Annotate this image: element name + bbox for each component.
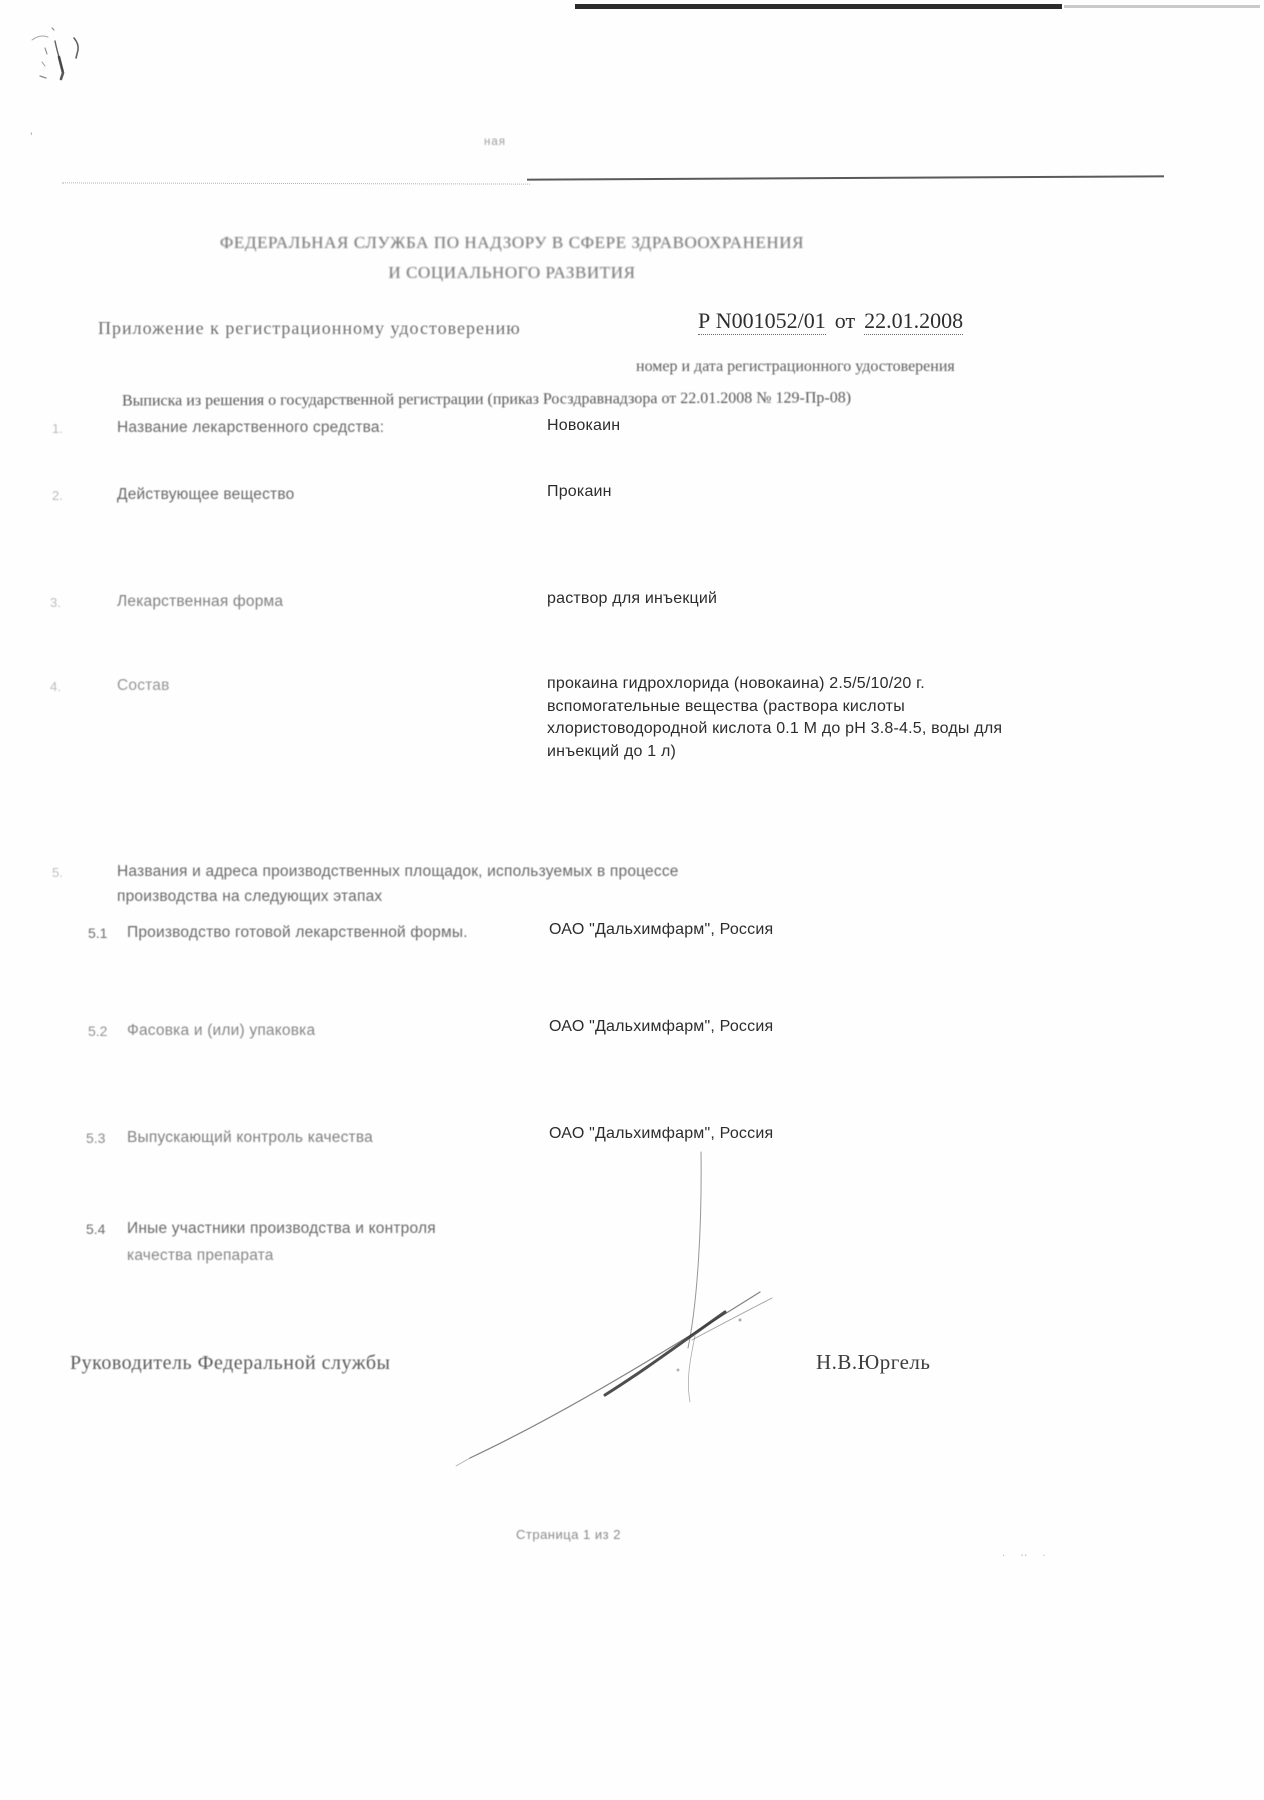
composition-line: хлористоводородной кислота 0.1 М до рН 3.8-4.5, воды для — [547, 720, 1003, 737]
composition-line: вспомогательные вещества (раствора кислоты — [547, 697, 905, 715]
subitem-number: 5.2 — [88, 1023, 108, 1039]
registration-number-caption: номер и дата регистрационного удостоверения — [636, 358, 955, 375]
subitem-label-manufacturing: Производство готовой лекарственной формы. — [127, 924, 468, 941]
appendix-label: Приложение к регистрационному удостоверению — [98, 318, 521, 338]
subitem-label-other-participants-line2: качества препарата — [127, 1247, 274, 1264]
field-label-drug-name: Название лекарственного средства: — [117, 419, 385, 436]
field-number: 2. — [52, 488, 63, 503]
handwritten-corner-mark-icon — [12, 16, 142, 116]
signature-stroke-icon — [440, 1140, 800, 1470]
subitem-number: 5.3 — [86, 1130, 106, 1146]
scan-rule-left — [62, 182, 530, 184]
subitem-value-packaging: ОАО "Дальхимфарм", Россия — [549, 1018, 774, 1035]
subitem-value-quality-control: ОАО "Дальхимфарм", Россия — [549, 1125, 774, 1142]
section5-title-line1: Названия и адреса производственных площадок, используемых в процессе — [117, 863, 679, 880]
field-label-active-substance: Действующее вещество — [117, 486, 295, 503]
scan-specks: . ‥ . — [1002, 1547, 1052, 1559]
extract-line: Выписка из решения о государственной регистрации (приказ Росздравнадзора от 22.01.2008 № 129-Пр-08) — [121, 389, 852, 410]
subitem-number: 5.4 — [86, 1221, 106, 1237]
field-number: 4. — [50, 679, 61, 694]
agency-name-line2: И СОЦИАЛЬНОГО РАЗВИТИЯ — [388, 263, 636, 282]
field-value-dosage-form: раствор для инъекций — [547, 590, 718, 607]
registration-number-value: Р N001052/01 — [698, 308, 826, 333]
composition-line: инъекций до 1 л) — [547, 742, 677, 760]
composition-line: прокаина гидрохлорида (новокаина) 2.5/5/10/20 г. — [547, 675, 925, 692]
scan-speck: ’ — [30, 130, 33, 144]
scan-rule-right — [527, 175, 1164, 180]
field-number: 1. — [52, 421, 63, 436]
section5-number: 5. — [52, 865, 63, 880]
scan-top-edge-bar — [575, 4, 1062, 9]
field-value-composition — [547, 673, 1002, 763]
field-value-active-substance: Прокаин — [547, 483, 612, 500]
subitem-label-quality-control: Выпускающий контроль качества — [127, 1129, 373, 1146]
field-number: 3. — [50, 595, 61, 610]
field-label-composition: Состав — [117, 677, 170, 694]
faint-print-fragment: ная — [484, 136, 506, 148]
section5-title-line2: производства на следующих этапах — [117, 888, 383, 905]
registration-date: 22.01.2008 — [864, 308, 964, 333]
subitem-label-other-participants-line1: Иные участники производства и контроля — [127, 1220, 436, 1237]
subitem-number: 5.1 — [88, 925, 108, 941]
registration-number — [698, 308, 963, 334]
field-value-drug-name: Новокаин — [547, 417, 621, 434]
signatory-name: Н.В.Юргель — [816, 1350, 931, 1374]
subitem-value-manufacturing: ОАО "Дальхимфарм", Россия — [549, 921, 774, 938]
field-label-dosage-form: Лекарственная форма — [117, 593, 284, 610]
agency-name-line1: ФЕДЕРАЛЬНАЯ СЛУЖБА ПО НАДЗОРУ В СФЕРЕ ЗДРАВООХРАНЕНИЯ — [219, 233, 805, 252]
registration-number-separator: от — [834, 308, 856, 333]
scan-top-edge-bar-faint — [1064, 5, 1260, 8]
signature-title: Руководитель Федеральной службы — [70, 1352, 391, 1374]
subitem-label-packaging: Фасовка и (или) упаковка — [127, 1022, 316, 1039]
page-indicator: Страница 1 из 2 — [516, 1527, 621, 1542]
